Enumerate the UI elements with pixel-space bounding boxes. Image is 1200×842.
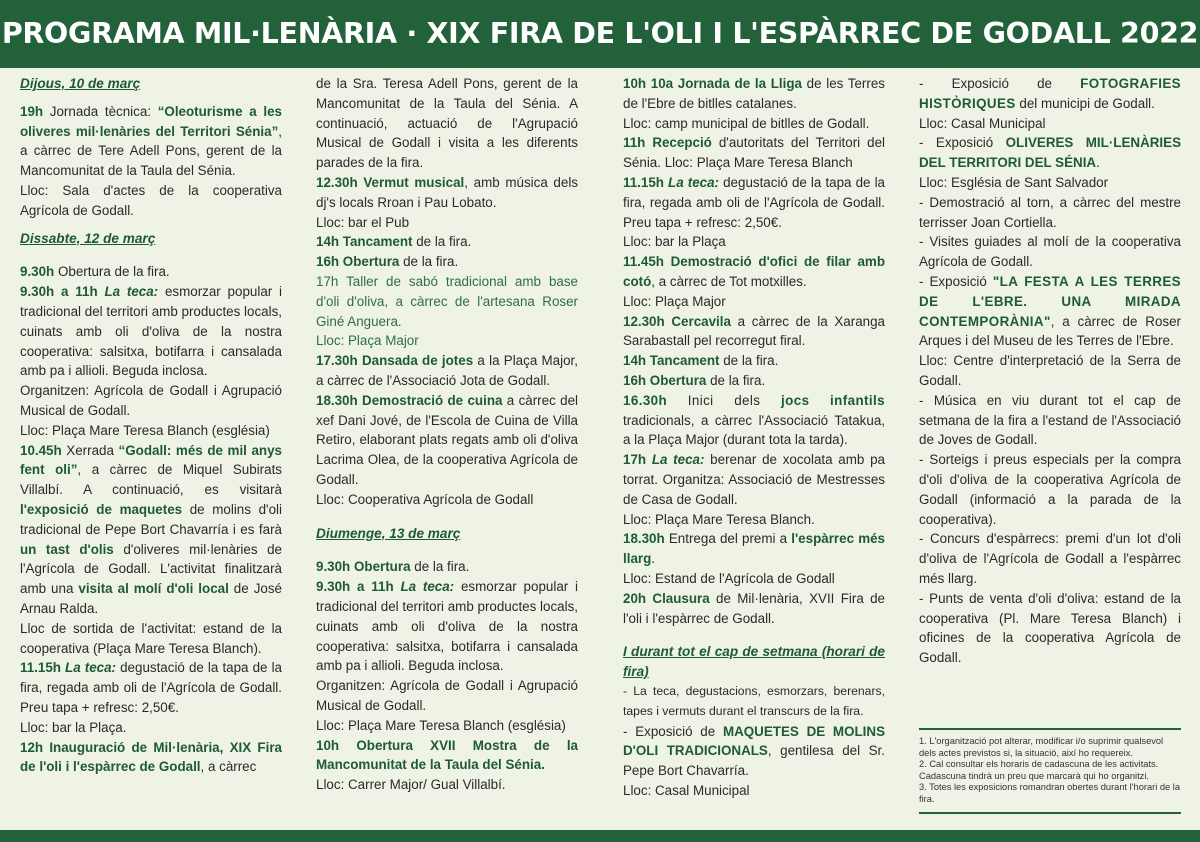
- event-demostracio-cuina: 18.30h Demostració de cuina a càrrec del xef Dani Jové, de l'Escola de Cuina de Villa Retiro, elaborant plats regats amb oli d'oliva Lacrima Olea, de la cooperativa Agrícola de Godall.: [316, 392, 578, 487]
- event-location: Lloc: Cooperativa Agrícola de Godall: [316, 491, 534, 507]
- event-location: Lloc: Plaça Mare Teresa Blanch.: [623, 511, 815, 527]
- weekend-item-maquetes: - Exposició de MAQUETES DE MOLINS D'OLI TRADICIONALS, gentilesa del Sr. Pepe Bort Chavarría.: [623, 723, 886, 779]
- event-organizers: Organitzen: Agrícola de Godall i Agrupació Musical de Godall.: [316, 678, 578, 713]
- event-teca-esmorzar: 9.30h a 11h La teca: esmorzar popular i tradicional del territori amb productes locals, cuinats amb oli d'oliva de la nostra cooperativa: salsitxa, botifarra i cansalada amb pa i allioli. Beguda inclosa.: [20, 284, 282, 379]
- event-location: Lloc: Carrer Major/ Gual Villalbí.: [316, 777, 506, 793]
- event-location: Lloc: Plaça Major: [316, 333, 419, 349]
- event-obertura: 16h Obertura de la fira.: [623, 372, 766, 388]
- event-location: Lloc: Casal Municipal: [623, 782, 750, 798]
- event-cercavila: 12.30h Cercavila a càrrec de la Xaranga Sarabastall pel recorregut firal.: [623, 313, 886, 349]
- exhibition-festa: - Exposició "LA FESTA A LES TERRES DE L'EBRE. UNA MIRADA CONTEMPORÀNIA", a càrrec de Roser Arques i del Museu de les Terres de l'Ebre.: [919, 273, 1181, 349]
- column-3: [623, 74, 885, 801]
- activity-sorteigs: - Sorteigs i preus especials per la compra d'oli d'oliva de la cooperativa Agrícola de Godall (informació a la parada de la cooperativa).: [919, 452, 1181, 527]
- event-location: Lloc: camp municipal de bitlles de Godall.: [623, 115, 870, 131]
- event-continuation: de la Sra. Teresa Adell Pons, gerent de la Mancomunitat de la Taula del Sénia. A continuació, actuació de l'Agrupació Musical de Godall i visita a les diferents parades de la fira.: [316, 76, 578, 171]
- weekend-heading: I durant tot el cap de setmana (horari de fira): [623, 644, 885, 680]
- event-obertura: 9.30h Obertura de la fira.: [316, 559, 470, 575]
- event-location: Lloc: Estand de l'Agrícola de Godall: [623, 570, 835, 586]
- event-teca-berenar: 17h La teca: berenar de xocolata amb pa torrat. Organitza: Associació de Mestresses de Casa de Godall.: [623, 452, 885, 507]
- column-4: [919, 74, 1181, 668]
- footnote-1: 1. L'organització pot alterar, modificar i/o suprimir qualsevol dels actes previstos si, la situació, així ho requereix.: [919, 736, 1164, 758]
- event-jornada-tecnica: 19h Jornada tècnica: “Oleoturisme a les oliveres mil·lenàries del Territori Sénia”, a càrrec de Tere Adell Pons, gerent de la Mancomunitat de la Taula del Sénia.: [20, 103, 282, 179]
- activity-torn: - Demostració al torn, a càrrec del mestre terrisser Joan Cortiella.: [919, 194, 1181, 230]
- column-1: [20, 74, 282, 777]
- event-mostra: 10h Obertura XVII Mostra de la Mancomunitat de la Taula del Sénia.: [316, 737, 578, 773]
- event-location: Lloc: Plaça Major: [623, 293, 726, 309]
- event-premi-esparrec: 18.30h Entrega del premi a l'espàrrec més llarg.: [623, 531, 885, 567]
- event-taller-sabo: 17h Taller de sabó tradicional amb base d'oli d'oliva, a càrrec de l'artesana Roser Giné Anguera.: [316, 273, 578, 329]
- event-location: Lloc: Plaça Mare Teresa Blanch (església): [316, 717, 566, 733]
- event-location: Lloc: Centre d'interpretació de la Serra de Godall.: [919, 353, 1181, 388]
- event-vermut: 12.30h Vermut musical, amb música dels dj's locals Rroan i Pau Lobato.: [316, 174, 578, 210]
- column-2: [316, 74, 578, 795]
- event-clausura: 20h Clausura de Mil·lenària, XVII Fira de l'oli i l'espàrrec de Godall.: [623, 590, 885, 626]
- day-heading-saturday: Dissabte, 12 de març: [20, 230, 156, 246]
- event-tancament: 14h Tancament de la fira.: [623, 353, 779, 369]
- event-obertura: 16h Obertura de la fira.: [316, 254, 459, 270]
- event-location: Lloc: Església de Sant Salvador: [919, 174, 1109, 190]
- event-location: Lloc: bar el Pub: [316, 214, 410, 230]
- activity-punts-venta: - Punts de venta d'oli d'oliva: estand de la cooperativa (Pl. Mare Teresa Blanch) i oficines de la cooperativa Agrícola de Godall.: [919, 590, 1181, 666]
- footnote-2: 2. Cal consultar els horaris de cadascuna de les activitats. Cadascuna tindrà un preu que marcarà qui ho organitzi.: [919, 759, 1159, 781]
- event-filar-coto: 11.45h Demostració d'ofici de filar amb cotó, a càrrec de Tot motxilles.: [623, 254, 885, 289]
- day-heading-thursday: Dijous, 10 de març: [20, 76, 141, 91]
- footnote-3: 3. Totes les exposicions romandran obertes durant l'horari de la fira.: [919, 782, 1181, 804]
- event-xerrada: 10.45h Xerrada “Godall: més de mil anys fent oli”, a càrrec de Miquel Subirats Villalbí. A continuació, es visitarà l'exposició de maquetes de molins d'oli tradicional de Pepe Bort Chavarría i es farà un tast d'olis d'oliveres mil·lenàries de l'Agrícola de Godall. L'activitat finalitzarà amb una visita al molí d'oli local de José Arnau Ralda.: [20, 442, 282, 616]
- event-location: Lloc: Casal Municipal: [919, 115, 1046, 131]
- event-teca-tapa: 11.15h La teca: degustació de la tapa de la fira, regada amb oli de l'Agrícola de Godall. Preu tapa + refresc: 2,50€.: [20, 660, 282, 715]
- activity-visites-moli: - Visites guiades al molí de la cooperativa Agrícola de Godall.: [919, 234, 1181, 270]
- event-inauguracio: 12h Inauguració de Mil·lenària, XIX Fira de l'oli i l'espàrrec de Godall, a càrrec: [20, 739, 282, 775]
- event-tancament: 14h Tancament de la fira.: [316, 234, 472, 250]
- event-teca-esmorzar: 9.30h a 11h La teca: esmorzar popular i tradicional del territori amb productes locals, cuinats amb oli d'oliva de la nostra cooperativa: salsitxa, botifarra i cansalada amb pa i allioli. Beguda inclosa.: [316, 579, 578, 674]
- activity-musica: - Música en viu durant tot el cap de setmana de la fira a l'estand de l'Associació de Joves de Godall.: [919, 392, 1181, 448]
- event-location: Lloc de sortida de l'activitat: estand de la cooperativa (Plaça Mare Teresa Blanch).: [20, 620, 282, 656]
- page-title: PROGRAMA MIL·LENÀRIA · XIX FIRA DE L'OLI I L'ESPÀRREC DE GODALL 2022: [0, 0, 1200, 68]
- day-heading-sunday: Diumenge, 13 de març: [316, 525, 461, 541]
- event-location: Lloc: Plaça Mare Teresa Blanch (església): [20, 422, 270, 438]
- event-jocs-infantils: 16.30h Inici dels jocs infantils tradicionals, a càrrec l'Associació Tatakua, a la Plaça Major (durant tota la tarda).: [623, 392, 885, 448]
- event-location: Lloc: Sala d'actes de la cooperativa Agrícola de Godall.: [20, 182, 282, 218]
- event-recepcio: 11h Recepció d'autoritats del Territori del Sénia. Lloc: Plaça Mare Teresa Blanch: [623, 135, 885, 171]
- exhibition-oliveres: - Exposició OLIVERES MIL·LENÀRIES DEL TERRITORI DEL SÉNIA.: [919, 135, 1181, 171]
- activity-concurs: - Concurs d'espàrrecs: premi d'un lot d'oli d'oliva de l'Agrícola de Godall a l'espàrrec més llarg.: [919, 531, 1181, 586]
- event-obertura: 9.30h Obertura de la fira.: [20, 264, 170, 280]
- exhibition-fotografies: - Exposició de FOTOGRAFIES HISTÒRIQUES del municipi de Godall.: [919, 76, 1181, 111]
- event-location: Lloc: bar la Plaça: [623, 234, 726, 250]
- footnotes: [919, 728, 1181, 814]
- footer-bar: [0, 830, 1200, 842]
- weekend-item-teca: - La teca, degustacions, esmorzars, berenars, tapes i vermuts durant el transcurs de la fira.: [623, 683, 885, 718]
- event-lliga: 10h 10a Jornada de la Lliga de les Terres de l'Ebre de bitlles catalanes.: [623, 76, 885, 111]
- event-dansada: 17.30h Dansada de jotes a la Plaça Major, a càrrec de l'Associació Jota de Godall.: [316, 353, 578, 388]
- event-teca-tapa: 11.15h La teca: degustació de la tapa de la fira, regada amb oli de l'Agrícola de Godall. Preu tapa + refresc: 2,50€.: [623, 174, 885, 230]
- event-organizers: Organitzen: Agrícola de Godall i Agrupació Musical de Godall.: [20, 383, 282, 418]
- event-location: Lloc: bar la Plaça.: [20, 719, 127, 735]
